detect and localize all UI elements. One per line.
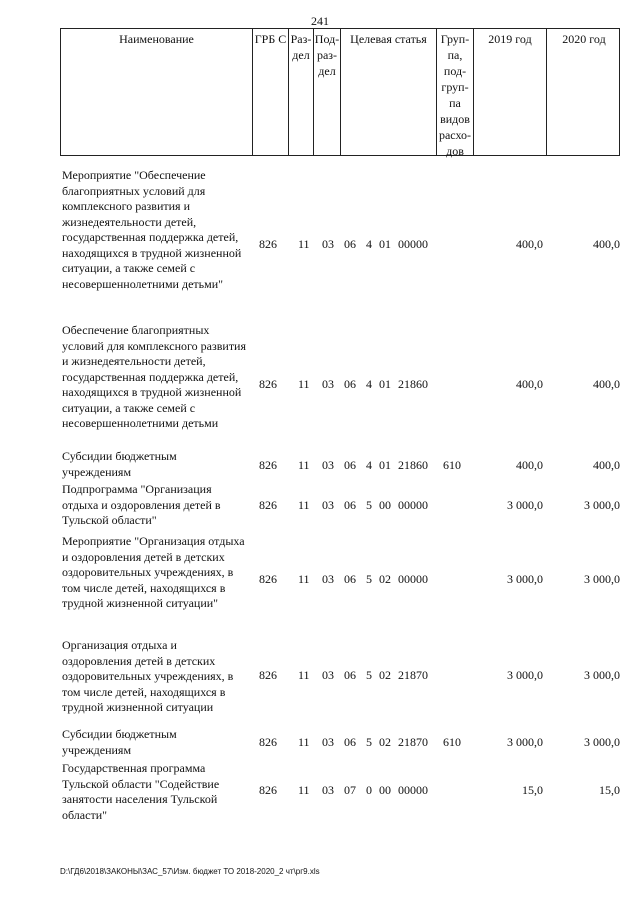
- cell-grbs: 826: [259, 237, 277, 251]
- cell-t2: 5: [366, 498, 372, 512]
- cell-t4: 21870: [398, 668, 428, 682]
- cell-grbs: 826: [259, 668, 277, 682]
- cell-grbs: 826: [259, 783, 277, 797]
- row-name: Мероприятие "Организация отдыха и оздоровления детей в детских оздоровительных учреждениях, в том числе детей, находящихся в трудной жизненной ситуации": [62, 534, 245, 610]
- cell-v2020: 400,0: [593, 377, 620, 391]
- cell-t3: 00: [379, 498, 391, 512]
- table-row: [60, 534, 620, 627]
- cell-pr: 03: [322, 668, 334, 682]
- cell-t2: 5: [366, 572, 372, 586]
- row-name: Подпрограмма "Организация отдыха и оздоровления детей в Тульской области": [62, 482, 221, 527]
- cell-v2019: 3 000,0: [507, 498, 543, 512]
- cell-t3: 02: [379, 735, 391, 749]
- cell-t1: 06: [344, 572, 356, 586]
- cell-t3: 02: [379, 572, 391, 586]
- header-podrazdel: Под- раз- дел: [314, 29, 341, 155]
- table-header: [60, 28, 620, 156]
- header-target: Целевая статья: [341, 29, 437, 155]
- cell-grbs: 826: [259, 377, 277, 391]
- cell-t3: 00: [379, 783, 391, 797]
- cell-t4: 21860: [398, 458, 428, 472]
- cell-t4: 00000: [398, 783, 428, 797]
- cell-t1: 06: [344, 735, 356, 749]
- cell-v2020: 3 000,0: [584, 668, 620, 682]
- table-row: [60, 727, 620, 759]
- page-number: 241: [311, 14, 329, 28]
- cell-t1: 07: [344, 783, 356, 797]
- cell-t2: 4: [366, 237, 372, 251]
- cell-v2020: 15,0: [599, 783, 620, 797]
- table-row: [60, 323, 620, 447]
- cell-t3: 01: [379, 377, 391, 391]
- cell-t2: 4: [366, 458, 372, 472]
- cell-t1: 06: [344, 458, 356, 472]
- cell-v2020: 400,0: [593, 458, 620, 472]
- header-name: Наименование: [61, 29, 253, 155]
- cell-v2019: 3 000,0: [507, 668, 543, 682]
- table-row: [60, 761, 620, 827]
- cell-pr: 03: [322, 783, 334, 797]
- cell-v2020: 3 000,0: [584, 735, 620, 749]
- cell-grbs: 826: [259, 735, 277, 749]
- footer-path: D:\ГД6\2018\ЗАКОНЫ\ЗАС_57\Изм. бюджет ТО 2018-2020_2 чт\рг9.xls: [60, 867, 320, 876]
- cell-grbs: 826: [259, 498, 277, 512]
- cell-rz: 11: [298, 237, 310, 251]
- cell-pr: 03: [322, 735, 334, 749]
- cell-rz: 11: [298, 572, 310, 586]
- cell-vr: 610: [443, 735, 461, 749]
- cell-pr: 03: [322, 572, 334, 586]
- row-name: Организация отдыха и оздоровления детей в детских оздоровительных учреждениях, в том числе детей, находящихся в трудной жизненной ситуации: [62, 638, 234, 714]
- cell-t4: 21870: [398, 735, 428, 749]
- cell-vr: 610: [443, 458, 461, 472]
- cell-v2020: 3 000,0: [584, 572, 620, 586]
- cell-rz: 11: [298, 668, 310, 682]
- header-2019: 2019 год: [474, 29, 547, 155]
- cell-t1: 06: [344, 377, 356, 391]
- cell-rz: 11: [298, 377, 310, 391]
- header-2020: 2020 год: [562, 32, 606, 46]
- cell-v2020: 400,0: [593, 237, 620, 251]
- table-row: [60, 482, 620, 530]
- cell-pr: 03: [322, 458, 334, 472]
- cell-t4: 00000: [398, 237, 428, 251]
- row-name: Субсидии бюджетным учреждениям: [62, 449, 177, 479]
- cell-pr: 03: [322, 498, 334, 512]
- cell-t3: 02: [379, 668, 391, 682]
- cell-t1: 06: [344, 498, 356, 512]
- cell-t3: 01: [379, 458, 391, 472]
- cell-v2019: 400,0: [516, 237, 543, 251]
- row-name: Обеспечение благоприятных условий для комплексного развития и жизнедеятельности детей, государственная поддержка детей, находящихся в трудной жизненной ситуации, а также семей с несовершеннолетними детьми: [62, 323, 247, 430]
- cell-t4: 00000: [398, 572, 428, 586]
- row-name: Мероприятие "Обеспечение благоприятных условий для комплексного развития и жизнедеятельности детей, государственная поддержка детей, находящихся в трудной жизненной ситуации, а также семей с несовершеннолетними детьми": [62, 168, 242, 291]
- row-name: Государственная программа Тульской области "Содействие занятости населения Тульской области": [62, 761, 220, 822]
- cell-rz: 11: [298, 458, 310, 472]
- cell-t2: 4: [366, 377, 372, 391]
- cell-t2: 5: [366, 735, 372, 749]
- cell-v2019: 3 000,0: [507, 735, 543, 749]
- cell-t2: 5: [366, 668, 372, 682]
- table-row: [60, 449, 620, 481]
- row-name: Субсидии бюджетным учреждениям: [62, 727, 177, 757]
- cell-rz: 11: [298, 498, 310, 512]
- cell-t1: 06: [344, 668, 356, 682]
- cell-rz: 11: [298, 735, 310, 749]
- table-row: [60, 168, 620, 308]
- header-group: Груп- па, под- груп- па видов расхо- дов: [437, 29, 474, 155]
- cell-v2019: 3 000,0: [507, 572, 543, 586]
- cell-t2: 0: [366, 783, 372, 797]
- cell-pr: 03: [322, 237, 334, 251]
- cell-rz: 11: [298, 783, 310, 797]
- table-row: [60, 638, 620, 716]
- header-razdel: Раз- дел: [289, 29, 314, 155]
- cell-v2019: 400,0: [516, 458, 543, 472]
- cell-t4: 00000: [398, 498, 428, 512]
- header-grbs: ГРБ С: [253, 29, 289, 155]
- cell-t1: 06: [344, 237, 356, 251]
- cell-v2020: 3 000,0: [584, 498, 620, 512]
- cell-pr: 03: [322, 377, 334, 391]
- cell-v2019: 400,0: [516, 377, 543, 391]
- cell-t4: 21860: [398, 377, 428, 391]
- cell-t3: 01: [379, 237, 391, 251]
- cell-grbs: 826: [259, 458, 277, 472]
- cell-v2019: 15,0: [522, 783, 543, 797]
- cell-grbs: 826: [259, 572, 277, 586]
